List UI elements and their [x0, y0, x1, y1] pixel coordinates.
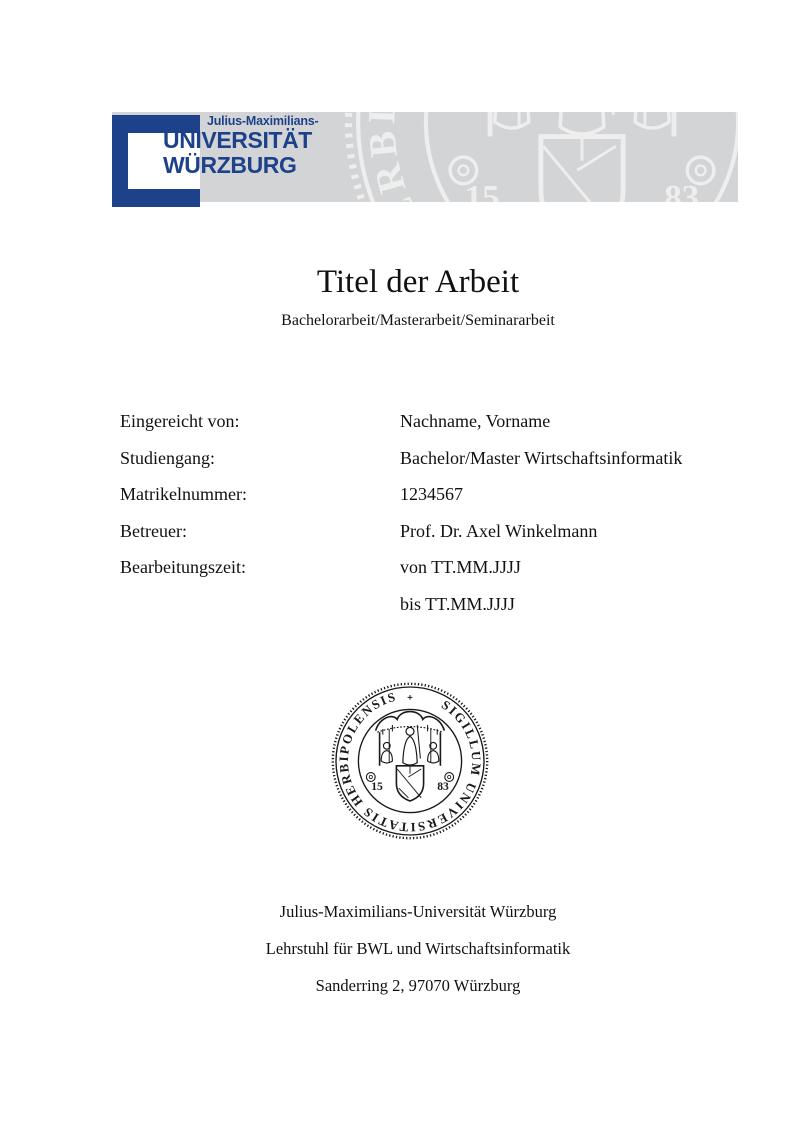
field-value: von TT.MM.JJJJ [400, 557, 521, 577]
field-value: Prof. Dr. Axel Winkelmann [400, 520, 598, 541]
footer-university-line: Julius-Maximilians-Universität Würzburg [279, 902, 557, 921]
field-value: bis TT.MM.JJJJ [400, 593, 515, 614]
university-seal-icon [330, 681, 490, 841]
field-row-study-program [120, 447, 720, 471]
field-label: Bearbeitungszeit: [120, 557, 246, 577]
footer-chair-line: Lehrstuhl für BWL und Wirtschaftsinformatik [265, 939, 571, 958]
field-row-submitted-by [120, 410, 720, 434]
logo-pretitle: Julius-Maximilians- [207, 114, 319, 128]
footer-address-line: Sanderring 2, 97070 Würzburg [315, 976, 521, 995]
metadata-fields [120, 410, 720, 625]
field-row-matriculation-number [120, 483, 720, 507]
field-row-working-period-from [120, 556, 720, 580]
field-row-supervisor [120, 520, 720, 544]
logo-city-name: WÜRZBURG [163, 152, 297, 178]
thesis-subtitle: Bachelorarbeit/Masterarbeit/Seminararbeit [281, 312, 555, 329]
field-label: Studiengang: [120, 447, 215, 468]
university-header-banner [112, 112, 738, 202]
thesis-title: Titel der Arbeit [316, 264, 520, 300]
field-label: Eingereicht von: [120, 411, 240, 431]
field-row-working-period-to [120, 593, 720, 617]
field-value: 1234567 [400, 484, 463, 504]
field-value: Bachelor/Master Wirtschaftsinformatik [400, 447, 683, 468]
field-value: Nachname, Vorname [400, 411, 551, 431]
logo-university-name: UNIVERSITÄT [163, 127, 312, 153]
field-label: Betreuer: [120, 520, 187, 541]
university-seal-watermark-icon [340, 112, 738, 202]
field-label: Matrikelnummer: [120, 484, 247, 504]
